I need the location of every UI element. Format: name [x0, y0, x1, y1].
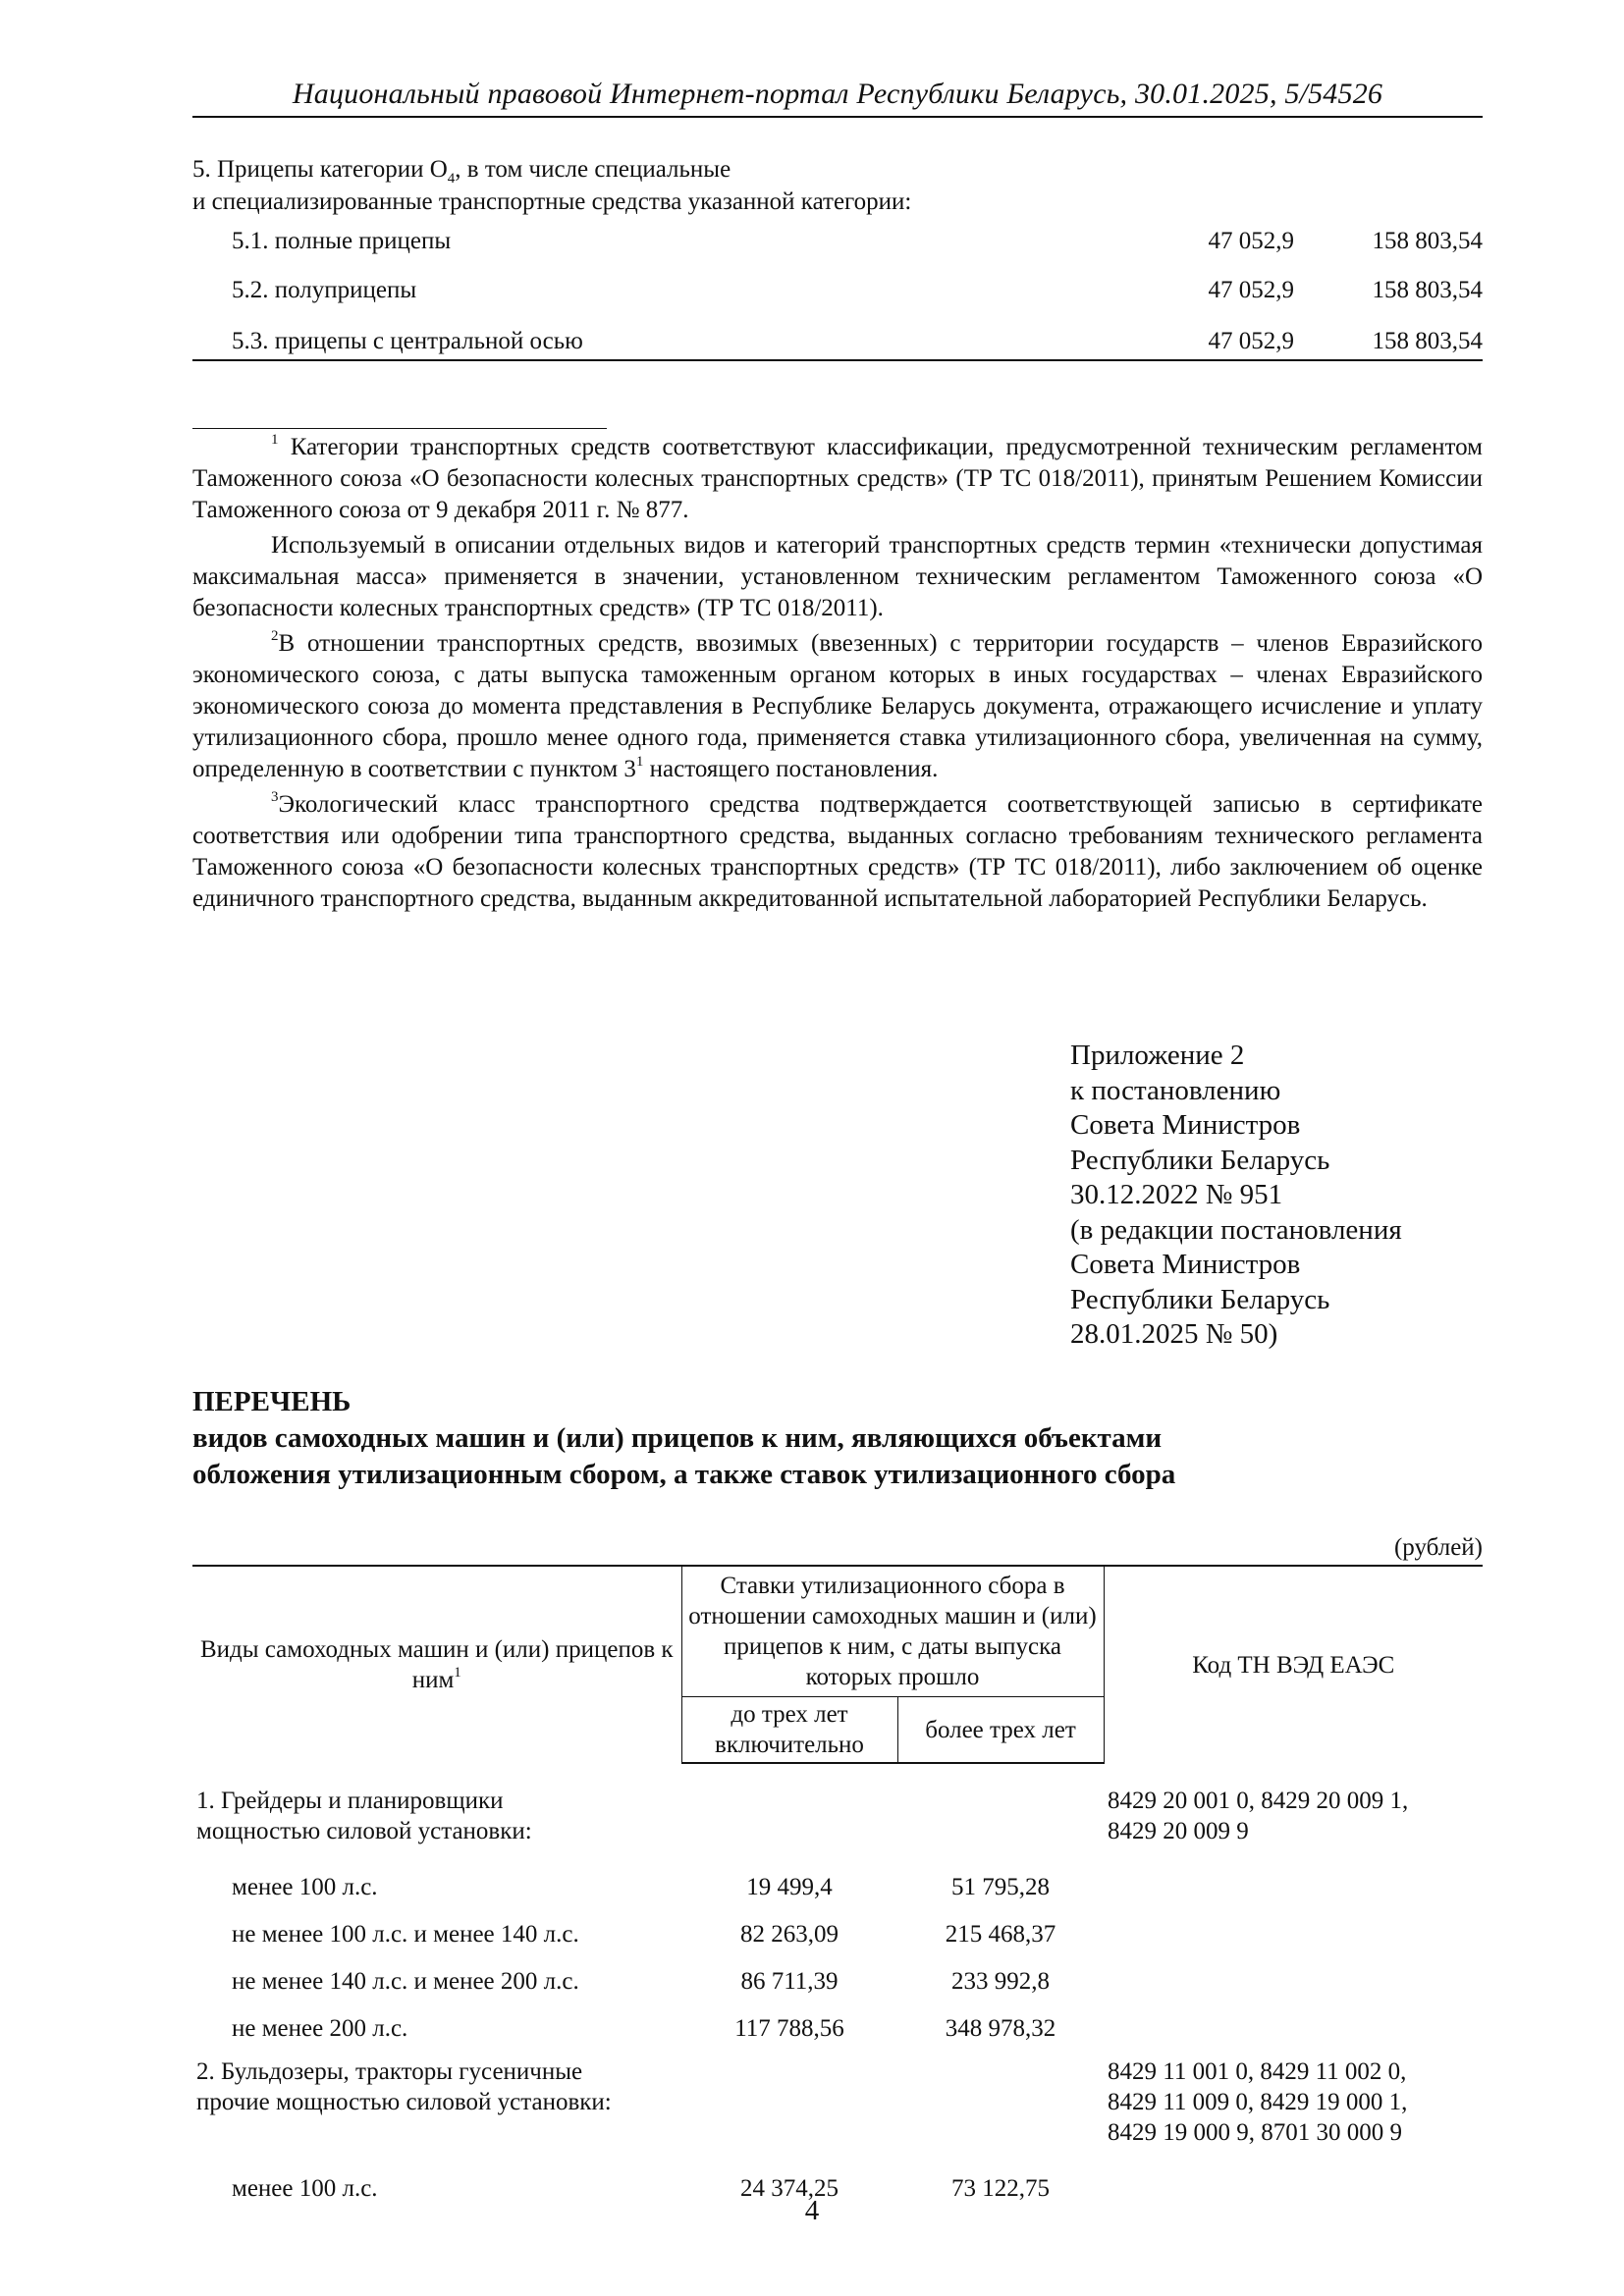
row-label: 5.3. прицепы с центральной осью	[232, 328, 583, 354]
group-name-line2: прочие мощностью силовой установки:	[196, 2089, 612, 2115]
appendix-line: Республики Беларусь	[1070, 1144, 1330, 1176]
row-value-upto3: 19 499,4	[746, 1874, 833, 1900]
footnote-1-text: Категории транспортных средств соответствуют классификации, предусмотренной техническим регламентом Таможенного союза «О безопасности колесных транспортных средств» (ТР ТС 018/2011), принятым Решением Комиссии Таможенного союза от 9 декабря 2011 г. № 877.	[192, 434, 1483, 523]
table-group-row	[192, 2053, 1483, 2148]
row-value-2: 158 803,54	[1372, 277, 1483, 303]
col-header-types-text: Виды самоходных машин и (или) прицепов к ним	[199, 1636, 674, 1693]
page-header: Национальный правовой Интернет-портал Республики Беларусь, 30.01.2025, 5/54526	[192, 75, 1483, 118]
row-value-upto3: 82 263,09	[740, 1921, 839, 1948]
row-value-over3: 73 122,75	[951, 2175, 1050, 2202]
footnote-3-text: Экологический класс транспортного средства подтверждается соответствующей записью в сертификате соответствия или одобрении типа транспортного средства, выданных согласно требованиям технического регламента Таможенного союза «О безопасности колесных транспортных средств» (ТР ТС 018/2011), либо заключением об оценке единичного транспортного средства, выданным аккредитованной испытательной лабораторией Республики Беларусь.	[192, 791, 1483, 912]
footnote-2-text: В отношении транспортных средств, ввозимых (ввезенных) с территории государств – членов Евразийского экономического союза, с даты выпуска таможенным органом которых в иных государствах – членах Евразийского экономического союза до момента представления в Республике Беларусь документа, отражающего исчисление и уплату утилизационного сбора, прошло менее одного года, применяется ставка утилизационного сбора, увеличенная на сумму, определенную в соответствии с пунктом 3	[192, 630, 1483, 782]
units-label: (рублей)	[1393, 1534, 1483, 1561]
table-row	[192, 1911, 1483, 1958]
footnote-3-mark: 3	[271, 788, 279, 805]
group-name-line1: 1. Грейдеры и планировщики	[196, 1788, 504, 1814]
footnote-1	[192, 432, 1483, 526]
group-code-line: 8429 11 001 0, 8429 11 002 0,	[1108, 2058, 1407, 2085]
table-row	[192, 2005, 1483, 2053]
row-value-upto3: 86 711,39	[740, 1968, 839, 1995]
col-header-code: Код ТН ВЭД ЕАЭС	[1104, 1566, 1483, 1763]
row-value-1: 47 052,9	[1208, 277, 1294, 303]
col-header-rates: Ставки утилизационного сбора в отношении самоходных машин и (или) прицепов к ним, с даты выпуска которых прошло	[681, 1566, 1104, 1697]
group-name	[192, 1782, 681, 1846]
col-header-types-sup: 1	[454, 1664, 461, 1681]
list-title-line3: обложения утилизационным сбором, а также ставок утилизационного сбора	[192, 1459, 1176, 1490]
row-label: 5.1. полные прицепы	[232, 228, 452, 254]
list-title-line2: видов самоходных машин и (или) прицепов к ним, являющихся объектами	[192, 1422, 1163, 1454]
row-value-over3: 348 978,32	[945, 2015, 1056, 2042]
appendix-line: Республики Беларусь	[1070, 1283, 1330, 1315]
row-label: 5.2. полуприцепы	[232, 277, 417, 303]
row-label: не менее 140 л.с. и менее 200 л.с.	[232, 1968, 579, 1995]
row-value-over3: 51 795,28	[951, 1874, 1050, 1900]
row-value-1: 47 052,9	[1208, 328, 1294, 354]
footnote-3	[192, 789, 1483, 915]
footnote-1-continued: Используемый в описании отдельных видов и категорий транспортных средств термин «технически допустимая максимальная масса» применяется в значении, установленном техническим регламентом Таможенного союза «О безопасности колесных транспортных средств» (ТР ТС 018/2011).	[192, 532, 1483, 621]
row-label: менее 100 л.с.	[232, 2175, 378, 2202]
footnote-2	[192, 628, 1483, 785]
section5-title-line2: и специализированные транспортные средства указанной категории:	[192, 188, 912, 215]
row-value-upto3: 24 374,25	[740, 2175, 839, 2202]
row-value-upto3: 117 788,56	[734, 2015, 844, 2042]
rates-table	[192, 1565, 1483, 2213]
footnote-2-sup: 1	[635, 753, 644, 770]
col-header-over3: более трех лет	[897, 1697, 1104, 1764]
section5-row	[192, 224, 1483, 259]
group-code-line: 8429 19 000 9, 8701 30 000 9	[1108, 2119, 1402, 2146]
row-label: не менее 200 л.с.	[232, 2015, 408, 2042]
group-name-line1: 2. Бульдозеры, тракторы гусеничные	[196, 2058, 583, 2085]
group-code-line: 8429 20 009 9	[1108, 1818, 1249, 1844]
row-label: не менее 100 л.с. и менее 140 л.с.	[232, 1921, 579, 1948]
table-row	[192, 1864, 1483, 1911]
row-value-1: 47 052,9	[1208, 228, 1294, 254]
appendix-line: 30.12.2022 № 951	[1070, 1179, 1283, 1210]
section5-row	[192, 273, 1483, 308]
footnote-separator	[192, 428, 607, 429]
appendix-line: Приложение 2	[1070, 1040, 1245, 1071]
group-code-line: 8429 11 009 0, 8429 19 000 1,	[1108, 2089, 1408, 2115]
footnote-2-tail: настоящего постановления.	[643, 756, 939, 782]
group-name-line2: мощностью силовой установки:	[196, 1818, 532, 1844]
list-title	[192, 1384, 1483, 1493]
row-value-2: 158 803,54	[1372, 328, 1483, 354]
col-header-upto3: до трех лет включительно	[681, 1697, 897, 1764]
row-value-over3: 215 468,37	[945, 1921, 1056, 1948]
section5-title-sub: 4	[447, 171, 456, 187]
section5-row	[192, 324, 1483, 359]
section5-title-pre: 5. Прицепы категории O	[192, 156, 448, 183]
footnote-2-mark: 2	[271, 627, 279, 644]
row-value-over3: 233 992,8	[951, 1968, 1050, 1995]
section5-title	[192, 153, 1483, 218]
group-name	[192, 2053, 681, 2148]
page-number: 4	[804, 2195, 820, 2226]
appendix-block	[1070, 1039, 1483, 1353]
footnote-1-mark: 1	[271, 431, 279, 448]
row-label: менее 100 л.с.	[232, 1874, 378, 1900]
section5-bottom-rule	[192, 359, 1483, 361]
group-codes	[1104, 1782, 1483, 1846]
group-codes	[1104, 2053, 1483, 2148]
appendix-line: (в редакции постановления	[1070, 1213, 1402, 1246]
group-code-line: 8429 20 001 0, 8429 20 009 1,	[1108, 1788, 1409, 1814]
appendix-line: Совета Министров	[1070, 1249, 1301, 1280]
col-header-types	[192, 1566, 681, 1763]
footnotes	[192, 432, 1483, 919]
list-title-line1: ПЕРЕЧЕНЬ	[192, 1386, 352, 1417]
appendix-line: к постановлению	[1070, 1074, 1281, 1106]
appendix-line: 28.01.2025 № 50)	[1070, 1318, 1278, 1350]
section5-title-post: , в том числе специальные	[455, 156, 731, 183]
table-row	[192, 1958, 1483, 2005]
table-group-row	[192, 1782, 1483, 1846]
appendix-line: Совета Министров	[1070, 1109, 1301, 1141]
row-value-2: 158 803,54	[1372, 228, 1483, 254]
